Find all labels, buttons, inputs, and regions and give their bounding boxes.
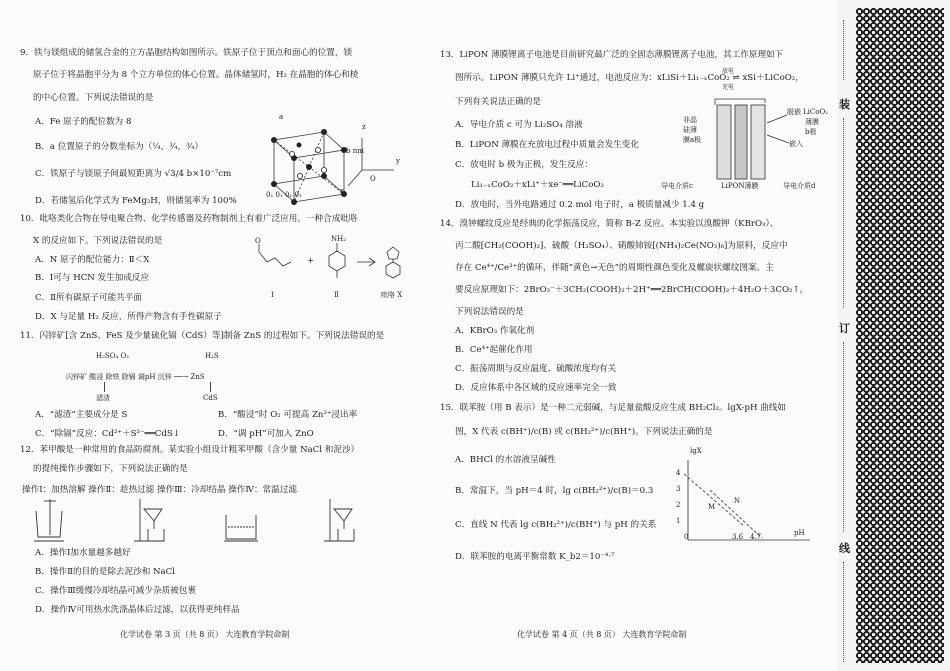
q14-option-b: B．Ce⁴⁺起催化作用	[455, 345, 533, 355]
q11-flow-bottom-residue: 滤渣	[96, 394, 110, 402]
q15-graph-label-m: M	[708, 503, 716, 511]
q9-fig-bottom-labels: 0₁ 0₁ 0₁ 0₁	[266, 191, 302, 199]
q10-line1: 10．吡咯类化合物在导电聚合物、化学传感器及药物制剂上有着广泛应用。一种合成吡咯	[20, 214, 358, 224]
q13-fig-label-a3: 膜a极	[683, 136, 702, 144]
q9-fig-label-o: O	[370, 175, 376, 183]
q15-line1: 15．联苯胺（用 B 表示）是一种二元弱碱，与足量盐酸反应生成 BH₂Cl₂。lgX-pH 曲线如	[440, 403, 786, 413]
q14-line1: 14．溴钟螺纹反应是经典的化学振荡反应，简称 B-Z 反应。本实验以溴酸钾（KBrO₃）、	[440, 219, 779, 229]
q13-fig-label-b3: b极	[805, 128, 817, 136]
q13-fig-label-lipon: LiPON薄膜	[721, 182, 759, 190]
q14-option-a: A．KBrO₃ 作氧化剂	[455, 326, 535, 336]
q13-line1: 13．LiPON 薄膜锂离子电池是目前研究最广泛的全固态薄膜锂离子电池，其工作原理如下	[440, 50, 784, 60]
q9-option-c: C．铁原子与镁原子间最短距离为 √3/4 b×10⁻⁷cm	[35, 169, 232, 179]
q15-graph-xtick: 3.6	[732, 533, 744, 541]
q13-fig-label-d: 导电介质d	[783, 182, 816, 190]
right-page	[425, 0, 835, 671]
q13-equation: Li₁₋ₓCoO₂＋xLi⁺＋xe⁻══LiCoO₂	[471, 180, 604, 190]
q15-graph-ylabel: lgX	[690, 447, 702, 455]
binding-pattern	[856, 8, 944, 663]
q13-fig-label-c: 导电介质c	[661, 182, 693, 190]
q12-line2: 的提纯操作步骤如下，下列说法正确的是	[33, 464, 188, 474]
q15-graph-ytick: 4	[676, 469, 681, 477]
q11-flow-main: 闪锌矿 酸浸 除铁 除镉 调pH 沉锌 ──→ ZnS	[66, 373, 205, 381]
q13-line2: 图所示。LiPON 薄膜只允许 Li⁺通过，电池反应为：xLiSi＋Li₁₋ₓCoO₂ ⇌ xSi＋LiCoO₂，	[455, 73, 804, 83]
q10-option-c: C．Ⅱ所有碳原子可能共平面	[35, 293, 142, 303]
binding-dotted-line	[843, 20, 844, 80]
q9-line3: 的中心位置。下列说法错误的是	[33, 93, 154, 103]
q14-line3: 存在 Ce⁴⁺/Ce³⁺的循环，伴随“黄色→无色”的周期性颜色变化及螺旋状螺纹图案。主	[455, 263, 774, 273]
binding-label-ding: 订	[839, 322, 850, 335]
q13-option-b: B．LiPON 薄膜在充放电过程中质量会发生变化	[455, 140, 639, 150]
q11-option-a: A．“滤渣”主要成分是 S	[35, 410, 128, 420]
q9-line1: 9．铁与镁组成的储氢合金的立方晶胞结构如图所示。铁原子位于顶点和面心的位置，镁	[20, 48, 353, 58]
q15-lgx-ph-graph	[670, 440, 820, 550]
q10-fig-plus: +	[307, 256, 315, 266]
binding-strip	[838, 0, 950, 671]
q11-line1: 11．闪锌矿[含 ZnS、FeS 及少量硫化镉（CdS）等]制备 ZnS 的过程如下。下列说法错误的是	[20, 331, 385, 341]
q15-graph-ytick: 3	[676, 485, 681, 493]
q9-option-a: A．Fe 原子的配位数为 8	[35, 117, 132, 127]
q14-line2: 丙二酸[CH₂(COOH)₂]、硫酸（H₂SO₄）、硝酸铈铵[(NH₄)₂Ce(NO₃)₆]为原料，反应中	[455, 241, 788, 251]
q12-option-a: A．操作Ⅰ加水量越多越好	[35, 548, 131, 558]
q15-graph-label-n: N	[734, 497, 741, 505]
q10-fig-o-label: O	[255, 237, 261, 245]
q15-option-a: A．BHCl 的水溶液呈碱性	[455, 455, 556, 465]
q13-fig-label-out: 脱嵌	[787, 108, 801, 116]
q13-option-d: D．放电时，当外电路通过 0.2 mol 电子时，a 极质量减少 1.4 g	[455, 200, 705, 210]
binding-dotted-line	[843, 118, 844, 308]
q11-option-b: B．“酸浸”时 O₂ 可提高 Zn²⁺浸出率	[218, 410, 358, 420]
q13-battery-figure	[655, 95, 835, 195]
q15-option-c: C．直线 N 代表 lg c(BH₂²⁺)/c(BH⁺) 与 pH 的关系	[455, 520, 657, 530]
q15-option-d: D．联苯胺的电离平衡常数 K_b2＝10⁻⁴·⁷	[455, 552, 615, 562]
q15-option-b: B．常温下，当 pH＝4 时，lg c(BH₂²⁺)/c(B)＝0.3	[455, 486, 654, 496]
q10-line2: X 的反应如下。下列说法错误的是	[33, 236, 163, 246]
q9-option-b: B．a 位置原子的分数坐标为（¼，¾，¾）	[35, 142, 204, 152]
q13-line3: 下列有关说法正确的是	[455, 97, 541, 107]
q12-apparatus-figure	[30, 497, 400, 543]
q13-arrow-charge: 充电	[722, 84, 735, 91]
right-page-footer: 化学试卷 第 4 页（共 8 页） 大连教育学院命制	[517, 630, 687, 639]
q15-graph-xtick: 0	[684, 533, 689, 541]
q13-fig-label-b2: 薄膜	[805, 118, 819, 126]
q10-option-d: D．X 与足量 H₂ 反应，所得产物含有手性碳原子	[35, 312, 222, 322]
q10-option-a: A．N 原子的配位能力：Ⅱ＜X	[35, 255, 150, 265]
binding-dotted-line	[843, 562, 844, 662]
q9-fig-label-x: x	[340, 187, 344, 195]
q9-line2: 原子位于将晶胞平分为 8 个立方单位的体心位置。晶体储氢时，H₂ 在晶胞的体心和棱	[33, 70, 359, 80]
q15-graph-xlabel: pH	[794, 529, 805, 537]
binding-label-zhuang: 装	[839, 98, 850, 111]
q14-line4: 要反应原理如下：2BrO₃⁻＋3CH₂(COOH)₂＋2H⁺══2BrCH(COOH)₂＋4H₂O＋3CO₂↑，	[455, 285, 809, 295]
q9-crystal-figure	[262, 110, 412, 206]
q9-option-d: D．若储氢后化学式为 FeMg₂H，则储氢率为 100%	[35, 196, 237, 206]
q14-option-c: C．振荡周期与反应温度、硫酸浓度均有关	[455, 364, 617, 374]
left-page-footer: 化学试卷 第 3 页（共 8 页） 大连教育学院命制	[120, 630, 290, 639]
q9-fig-label-b: b nm	[346, 147, 364, 155]
q9-fig-label-a: a	[279, 113, 284, 121]
q12-option-c: C．操作Ⅲ缓慢冷却结晶可减少杂质被包裹	[35, 586, 196, 596]
q13-fig-label-in: 嵌入	[789, 140, 803, 148]
q14-option-d: D．反应体系中各区域的反应速率完全一致	[455, 383, 617, 393]
q11-flow-top-reagents: H₂SO₄ O₂	[96, 352, 130, 360]
q12-operations: 操作Ⅰ：加热溶解 操作Ⅱ：趁热过滤 操作Ⅲ：冷却结晶 操作Ⅳ：常温过滤	[22, 485, 297, 495]
q11-option-c: C．“除镉”反应：Cd²⁺＋S²⁻══CdS↓	[35, 429, 180, 439]
q15-line2: 图，X 代表 c(BH⁺)/c(B) 或 c(BH₂²⁺)/c(BH⁺)。下列说法正确的是	[455, 427, 713, 437]
q10-fig-label-x: 吡咯 X	[381, 291, 403, 299]
q11-flow-arrow-down-1	[104, 382, 106, 392]
q11-flow-top-h2s: H₂S	[205, 352, 219, 360]
q15-graph-ytick: 1	[676, 517, 681, 525]
q10-fig-label-i: Ⅰ	[271, 291, 274, 299]
q12-option-d: D．操作Ⅳ可用热水洗涤晶体后过滤，以获得更纯样品	[35, 605, 240, 615]
q13-fig-label-a1: 非晶	[683, 116, 697, 124]
q9-fig-label-z: z	[362, 123, 366, 131]
q10-reaction-figure	[245, 234, 420, 302]
q10-option-b: B．Ⅰ可与 HCN 发生加成反应	[35, 273, 150, 283]
q13-fig-label-a2: 硅薄	[683, 126, 697, 134]
q13-arrow-discharge: 放电	[722, 68, 735, 75]
q13-option-c: C．放电时 b 极为正极，发生反应：	[455, 160, 593, 170]
q10-fig-label-ii: Ⅱ	[334, 291, 339, 299]
binding-dotted-line	[843, 342, 844, 532]
q14-line5: 下列说法错误的是	[455, 307, 524, 317]
q15-graph-xtick: 4.7	[750, 533, 762, 541]
q10-fig-nh2-label: NH₂	[331, 235, 347, 243]
q9-fig-label-y: y	[396, 157, 400, 165]
q11-option-d: D．“调 pH”可加入 ZnO	[218, 429, 314, 439]
left-page	[0, 0, 425, 671]
q12-line1: 12．苯甲酸是一种常用的食品防腐剂。某实验小组设计粗苯甲酸（含少量 NaCl 和泥沙）	[20, 445, 360, 455]
q13-option-a: A．导电介质 c 可为 Li₂SO₄ 溶液	[455, 120, 583, 130]
q13-fig-label-b1: LiCoO₂	[803, 108, 829, 116]
q12-option-b: B．操作Ⅱ的目的是除去泥沙和 NaCl	[35, 567, 175, 577]
binding-label-xian: 线	[839, 542, 850, 555]
q11-flow-bottom-cds: CdS	[203, 394, 218, 402]
q15-graph-ytick: 2	[676, 501, 681, 509]
q11-flow-arrow-down-2	[210, 382, 212, 392]
